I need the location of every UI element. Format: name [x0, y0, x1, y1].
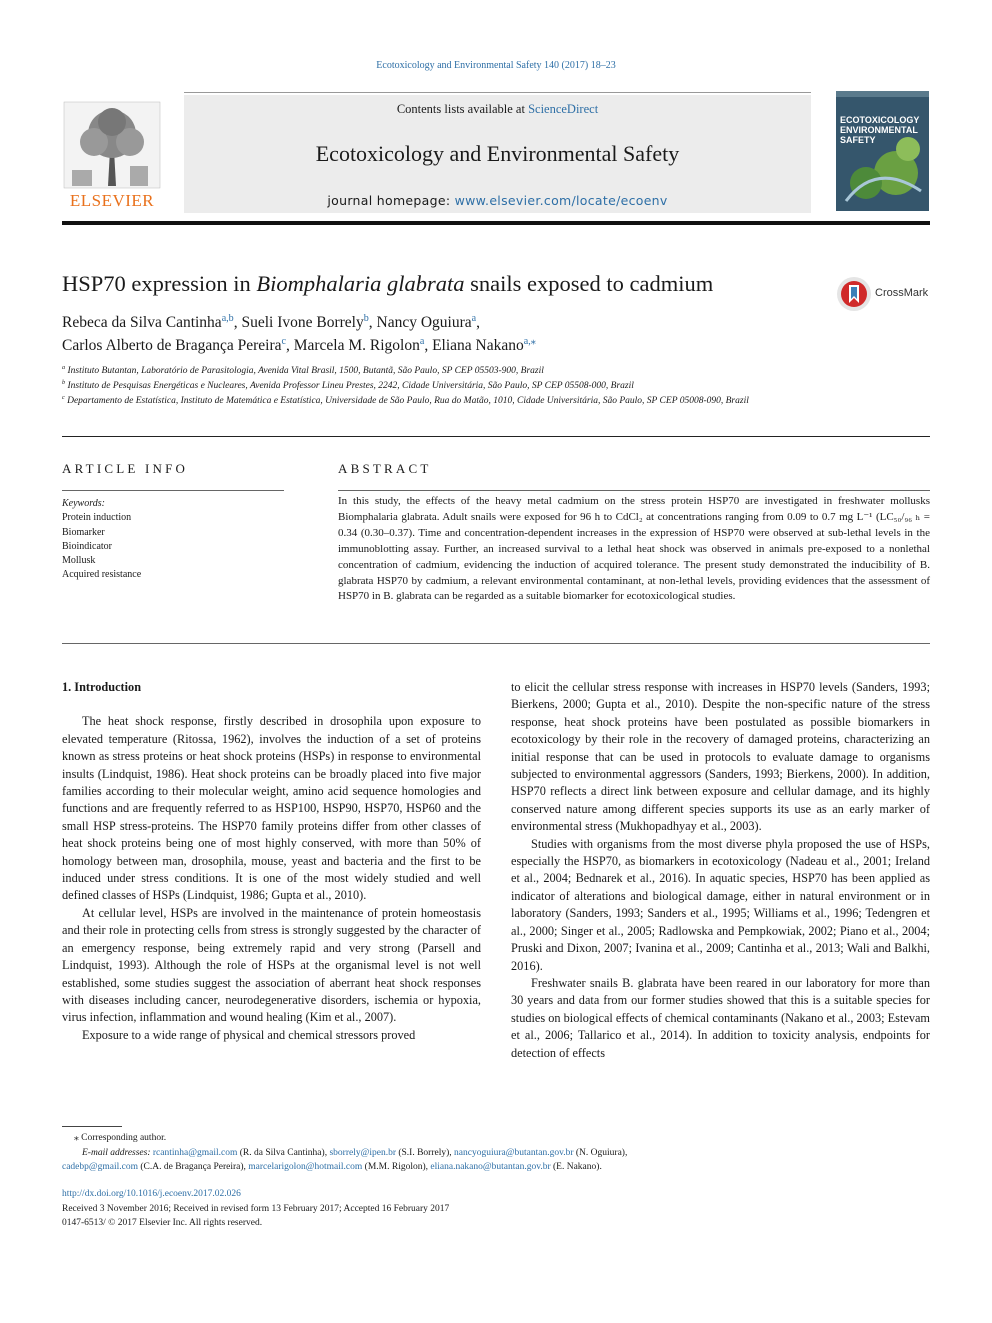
affiliation-text: Departamento de Estatística, Instituto de Matemática e Estatística, Universidade de São Paulo, Rua do Matão, 1010, Cidade Universitária, São Paulo, SP CEP 05008-090, Brazil: [67, 396, 749, 406]
author-affiliation-mark[interactable]: a: [419, 335, 425, 347]
email-owner: (C.A. de Bragança Pereira),: [140, 1162, 246, 1173]
footnotes-block: [62, 1131, 930, 1175]
affiliation-b: [62, 379, 822, 394]
author-separator: ,: [233, 314, 242, 331]
email-link[interactable]: eliana.nakano@butantan.gov.br: [430, 1162, 551, 1173]
author-separator: ,: [476, 314, 480, 331]
body-paragraph: to elicit the cellular stress response with increases in HSP70 levels (Sanders, 1993; Bierkens, 2000; Gupta et al., 2010). Despite the non-specific nature of the stress response, heat shock proteins have been postulated as possible biomarkers in ecotoxicology by their role in the recovery of damaged proteins, characterizing an initial response that can be used in protocols to evaluate damage to organisms subjected to environmental aggressors (Sanders, 1993; Bierkens, 2000). In addition, HSP70 reflects a direct link between exposure and cellular damage, and its highly conserved nature among different species supports its use as an early marker of environmental stress (Mukhopadhyay et al., 2003).: [511, 680, 930, 834]
title-part-1: HSP70 expression in: [62, 271, 257, 296]
journal-cover-image: [836, 91, 929, 211]
affiliation-text: Instituto de Pesquisas Energéticas e Nucleares, Avenida Professor Lineu Prestes, 2242, Cidade Universitária, São Paulo, SP CEP 05508-000, Brazil: [67, 381, 634, 391]
body-paragraph: At cellular level, HSPs are involved in the maintenance of protein homeostasis and their role in protecting cells from stress is strongly suggested by the character of an emergency response, being extremely rapid and very strong (Parsell and Lindquist, 1993). Although the role of HSPs at the organismal level is not well established, some studies suggest the association of aberrant heat shock responses with diseases including cancer, neurodegenerative disorders, ischemia or hypoxia, virus infection, inflammation and wound healing (Kim et al., 2007).: [62, 905, 481, 1025]
abstract-bottom-rule: [62, 643, 930, 644]
abstract-rule: [338, 490, 930, 491]
keyword: Biomarker: [62, 526, 105, 538]
journal-reference[interactable]: Ecotoxicology and Environmental Safety 140 (2017) 18–23: [376, 60, 616, 71]
journal-homepage: [184, 193, 811, 208]
article-info-rule: [62, 490, 284, 491]
cover-graphic-icon: [836, 91, 929, 211]
author-list: [62, 312, 822, 357]
affiliation-a: [62, 364, 822, 379]
affiliation-c: [62, 394, 822, 409]
email-owner: (N. Oguiura),: [575, 1147, 628, 1158]
section-heading-introduction: 1. Introduction: [62, 680, 142, 694]
affiliation-mark: c: [62, 394, 65, 401]
section-divider: [62, 436, 930, 437]
email-owner: (E. Nakano).: [553, 1162, 602, 1173]
author-name[interactable]: Nancy Oguiura: [376, 314, 472, 331]
email-owner: (S.I. Borrely),: [398, 1147, 452, 1158]
email-addresses-line-1: [62, 1146, 930, 1161]
footnote-rule: [62, 1126, 122, 1127]
contents-prefix: Contents lists available at: [396, 102, 529, 116]
email-link[interactable]: sborrely@ipen.br: [329, 1147, 396, 1158]
title-species: Biomphalaria glabrata: [256, 271, 465, 296]
author-affiliation-mark[interactable]: a,⁎: [523, 335, 536, 347]
received-dates: Received 3 November 2016; Received in revised form 13 February 2017; Accepted 16 February 2017: [62, 1203, 450, 1214]
email-addresses-line-2: [62, 1160, 930, 1175]
author-name[interactable]: Carlos Alberto de Bragança Pereira: [62, 336, 282, 354]
keyword: Mollusk: [62, 555, 96, 567]
author-affiliation-mark[interactable]: a: [471, 312, 477, 324]
body-left-column: [62, 679, 481, 1044]
homepage-prefix: journal homepage:: [327, 193, 455, 208]
abstract-heading: ABSTRACT: [338, 461, 432, 476]
email-link[interactable]: rcantinha@gmail.com: [152, 1147, 238, 1158]
abstract-text: In this study, the effects of the heavy metal cadmium on the stress protein HSP70 are investigated in freshwater mollusks Biomphalaria glabrata. Adult snails were exposed for 96 h to CdCl₂ at concentrations ranging from 0.09 to 0.7 mg L⁻¹ (LC₅₀/₉₆ ₕ = 0.34 (0.30–0.37). Time and concentration-dependent increases in the expression of HSP70 were observed at sub-lethal levels in the immunoblotting assay. Further, an increased survival to a lethal heat shock was observed in animals pre-exposed to a nonlethal concentration of cadmium, evidencing the induction of acquired tolerance. The present study demonstrated the inducibility of B. glabrata HSP70 by cadmium, a relevant environmental contaminant, at non-lethal levels, providing evidences that the assessment of HSP70 in B. glabrata can be regarded as a suitable biomarker for ecotoxicological studies.: [338, 495, 930, 603]
email-link[interactable]: marcelarigolon@hotmail.com: [248, 1162, 363, 1173]
affiliation-mark: b: [62, 379, 66, 386]
author-affiliation-mark[interactable]: b: [363, 312, 369, 324]
affiliation-text: Instituto Butantan, Laboratório de Parasitologia, Avenida Vital Brasil, 1500, Butantã, São Paulo, SP CEP 05503-900, Brazil: [67, 366, 544, 376]
body-paragraph: Freshwater snails B. glabrata have been reared in our laboratory for more than 30 years and data from our former studies showed that this is a suitable species for studies on biological effects of chemical contaminants (Nakano et al., 2003; Estevam et al., 2006; Tallarico et al., 2014). In addition to toxicity analysis, endpoints for detection of effects: [511, 975, 930, 1060]
header-top-rule: [184, 92, 811, 93]
title-part-2: snails exposed to cadmium: [464, 271, 714, 296]
author-affiliation-mark[interactable]: c: [281, 335, 286, 347]
article-info-heading: ARTICLE INFO: [62, 461, 189, 476]
email-owner: (R. da Silva Cantinha),: [239, 1147, 328, 1158]
affiliation-mark: a: [62, 364, 66, 371]
journal-title: Ecotoxicology and Environmental Safety: [315, 141, 680, 166]
article-metadata: [62, 1187, 930, 1231]
keywords-label: Keywords:: [62, 498, 105, 509]
author-name[interactable]: Eliana Nakano: [432, 336, 524, 354]
contents-availability: [184, 102, 811, 117]
corresponding-author-note: ⁎ Corresponding author.: [74, 1133, 167, 1143]
article-title: [62, 271, 713, 297]
body-paragraph: Exposure to a wide range of physical and chemical stressors proved: [82, 1027, 416, 1042]
cover-title-text: ECOTOXICOLOGY ENVIRONMENTAL SAFETY: [840, 115, 920, 145]
body-paragraph: Studies with organisms from the most diverse phyla proposed the use of HSPs, especially the HSP70, as biomarkers in ecotoxicology (Nadeau et al., 2001; Ireland et al., 2004; Bednarek et al., 2016). In aquatic species, HSP70 has been applied as indicator of alterations and biological damage, either in natural environment or in laboratory (Sanders, 1993; Sanders et al., 1995; Williams et al., 1996; Tedengren et al., 2000; Singer et al., 2005; Radlowska and Pempkowiak, 2002; Piano et al., 2004; Pruski and Dixon, 2007; Ivanina et al., 2009; Cantinha et al., 2013; Wali and Balkhi, 2016).: [511, 836, 930, 973]
author-separator: ,: [424, 336, 433, 354]
author-separator: ,: [285, 336, 294, 354]
keywords-block: [62, 497, 292, 583]
email-link[interactable]: nancyoguiura@butantan.gov.br: [454, 1147, 574, 1158]
email-owner: (M.M. Rigolon),: [364, 1162, 429, 1173]
email-label: E-mail addresses:: [82, 1147, 151, 1158]
homepage-link[interactable]: www.elsevier.com/locate/ecoenv: [454, 193, 668, 208]
copyright-line: 0147-6513/ © 2017 Elsevier Inc. All rights reserved.: [62, 1218, 263, 1229]
author-name[interactable]: Rebeca da Silva Cantinha: [62, 314, 222, 331]
publisher-name: ELSEVIER: [69, 191, 155, 210]
elsevier-logo: [62, 100, 162, 212]
author-name[interactable]: Sueli Ivone Borrely: [241, 314, 364, 331]
crossmark-icon: [836, 276, 872, 312]
email-link[interactable]: cadebp@gmail.com: [62, 1162, 139, 1173]
keyword: Acquired resistance: [62, 569, 142, 581]
doi-link[interactable]: http://dx.doi.org/10.1016/j.ecoenv.2017.02.026: [62, 1189, 241, 1199]
sciencedirect-link[interactable]: ScienceDirect: [528, 102, 599, 116]
author-name[interactable]: Marcela M. Rigolon: [293, 336, 420, 354]
keyword: Bioindicator: [62, 540, 112, 552]
crossmark-badge[interactable]: [836, 276, 932, 312]
crossmark-label: CrossMark: [875, 287, 929, 299]
header-bottom-rule: [62, 221, 930, 225]
author-affiliation-mark[interactable]: a,b: [221, 312, 234, 324]
body-right-column: [511, 679, 930, 1062]
author-separator: ,: [368, 314, 377, 331]
keyword: Protein induction: [62, 512, 132, 524]
body-paragraph: The heat shock response, firstly described in drosophila upon exposure to elevated temperature (Ritossa, 1962), involves the induction of a set of proteins known as stress proteins or heat shock proteins (HSPs) in response to environmental insults (Lindquist, 1986). Heat shock proteins can be broadly placed into five major families according to their molecular weight, amino acid sequence homologies and functions and are frequently referred to as HSP100, HSP90, HSP70, HSP60 and the small HSP stress-proteins. The HSP70 family proteins differ from other classes of heat shock proteins being one of most highly conserved, with more than 50% of homology between man, drosophila, mouse, yeast and bacteria and the first to be induced under stress conditions. It is one of the most widely studied and well defined classes of HSPs (Lindquist, 1986; Gupta et al., 2010).: [62, 714, 481, 903]
